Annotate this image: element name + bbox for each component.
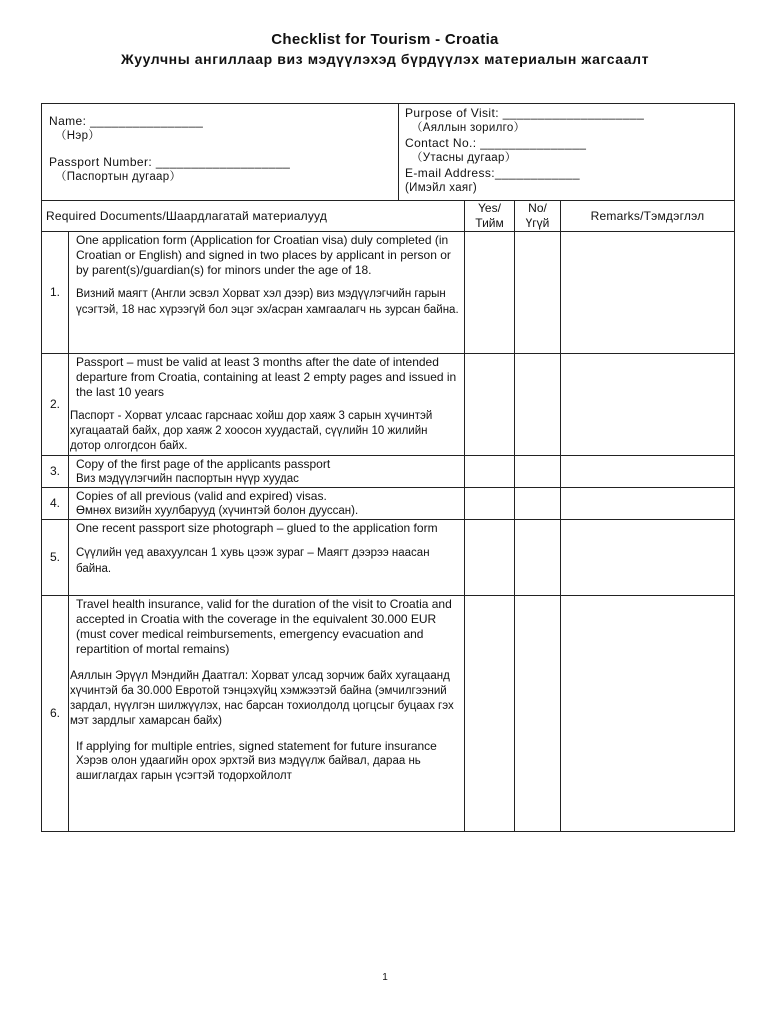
item-number: 4. [42,488,69,520]
page-title: Checklist for Tourism - Croatia [271,31,499,48]
yes-header-en: Yes/ [478,201,501,215]
passport-number-sublabel: （Паспортын дугаар） [55,171,182,183]
item-text-en: Copies of all previous (valid and expired) visas. [76,489,327,503]
column-header-row [42,201,735,232]
remarks-cell[interactable] [561,596,735,832]
yes-checkbox-cell[interactable] [465,232,515,354]
yes-header-mn: Тийм [475,216,504,230]
yes-checkbox-cell[interactable] [465,456,515,488]
checklist-row [42,232,735,354]
item-description [69,456,465,488]
item-description [69,488,465,520]
applicant-info-row [42,104,735,201]
item-text-mn: Өмнөх визийн хуулбарууд (хүчинтэй болон дууссан). [76,505,359,517]
item-number: 3. [42,456,69,488]
passport-number-field[interactable]: Passport Number: ___________________ [49,155,291,169]
item-text-en: One application form (Application for Croatian visa) duly completed (in Croatian or English) and signed in two places by applicant in person or by parent(s)/guardian(s) for minors under the age of 18. [76,233,451,277]
contact-field[interactable]: Contact No.: _______________ [405,136,587,150]
item-text-mn: Сүүлийн үед авахуулсан 1 хувь цээж зураг – Маягт дээрээ наасан байна. [76,547,430,575]
contact-sublabel: （Утасны дугаар） [411,152,517,164]
item-text-en: Copy of the first page of the applicants passport [76,457,331,471]
checklist-row [42,520,735,596]
checklist-row [42,488,735,520]
no-checkbox-cell[interactable] [515,488,561,520]
item-number: 6. [42,596,69,832]
no-header-en: No/ [528,201,547,215]
applicant-info-right [399,104,735,201]
item-number: 1. [42,232,69,354]
yes-column-header [465,201,515,232]
item-text-en: One recent passport size photograph – glued to the application form [76,521,438,535]
item-text-mn: Аяллын Эрүүл Мэндийн Даатгал: Хорват улсад зорчиж байх хугацаанд хүчинтэй ба 30.000 Евротой тэнцэхүйц хэмжээтэй байна (эмчилгээний зардал, нүүлгэн шилжүүлэх, нас барсан тохиолдолд цогцсыг буцаах гэх мэт зардлыг хамарсан байх) [70,670,454,727]
no-column-header [515,201,561,232]
required-documents-header: Required Documents/Шаардлагатай материалууд [42,201,465,232]
purpose-field[interactable]: Purpose of Visit: ____________________ [405,106,645,120]
name-sublabel: （Нэр） [55,130,101,142]
no-header-mn: Үгүй [525,216,550,230]
item-description [69,354,465,456]
item-number: 2. [42,354,69,456]
item-text-en: Passport – must be valid at least 3 months after the date of intended departure from Croatia, containing at least 2 empty pages and issued in the last 10 years [76,355,457,399]
item-text-mn: Виз мэдүүлэгчийн паспортын нүүр хуудас [76,473,299,485]
remarks-cell[interactable] [561,488,735,520]
item-text-mn: Паспорт - Хорват улсаас гарснаас хойш дор хаяж 3 сарын хүчинтэй хугацаатай байх, дор хаяж 2 хоосон хуудастай, сүүлийн 10 жилийн дотор олгогдсон байх. [70,410,433,452]
remarks-cell[interactable] [561,354,735,456]
remarks-cell[interactable] [561,520,735,596]
email-field[interactable]: E-mail Address:____________ [405,166,580,180]
no-checkbox-cell[interactable] [515,596,561,832]
checklist-row [42,354,735,456]
remarks-cell[interactable] [561,456,735,488]
page-subtitle: Жуулчны ангиллаар виз мэдүүлэхэд бүрдүүлэх материалын жагсаалт [120,51,650,67]
item-description [69,520,465,596]
no-checkbox-cell[interactable] [515,456,561,488]
item-text-en: Travel health insurance, valid for the duration of the visit to Croatia and accepted in Croatia with the coverage in the equivalent 30.000 EUR (must cover medical reimbursements, emergency evacuation and repartition of mortal remains) [76,597,452,656]
item-text-mn: Визний маягт (Англи эсвэл Хорват хэл дээр) виз мэдүүлэгчийн гарын үсэгтэй, 18 нас хүрээгүй бол эцэг эх/асран хамгаалагч нь зурсан байна. [76,288,459,316]
item-text-en-extra: If applying for multiple entries, signed statement for future insurance [76,739,437,753]
remarks-column-header: Remarks/Тэмдэглэл [561,201,735,232]
remarks-cell[interactable] [561,232,735,354]
name-field[interactable]: Name: ________________ [49,114,204,128]
no-checkbox-cell[interactable] [515,232,561,354]
checklist-row [42,596,735,832]
email-sublabel: (Имэйл хаяг) [405,182,478,194]
checklist-table [41,103,735,832]
item-description [69,232,465,354]
yes-checkbox-cell[interactable] [465,488,515,520]
item-description [69,596,465,832]
purpose-sublabel: （Аяллын зорилго） [411,122,526,134]
checklist-row [42,456,735,488]
applicant-info-left [42,104,399,201]
no-checkbox-cell[interactable] [515,354,561,456]
yes-checkbox-cell[interactable] [465,520,515,596]
yes-checkbox-cell[interactable] [465,596,515,832]
page-number: 1 [382,972,388,983]
item-text-mn-extra: Хэрэв олон удаагийн орох эрхтэй виз мэдүүлж байвал, дараа нь ашиглагдах гарын үсэгтэй тодорхойлолт [76,755,421,782]
yes-checkbox-cell[interactable] [465,354,515,456]
item-number: 5. [42,520,69,596]
no-checkbox-cell[interactable] [515,520,561,596]
